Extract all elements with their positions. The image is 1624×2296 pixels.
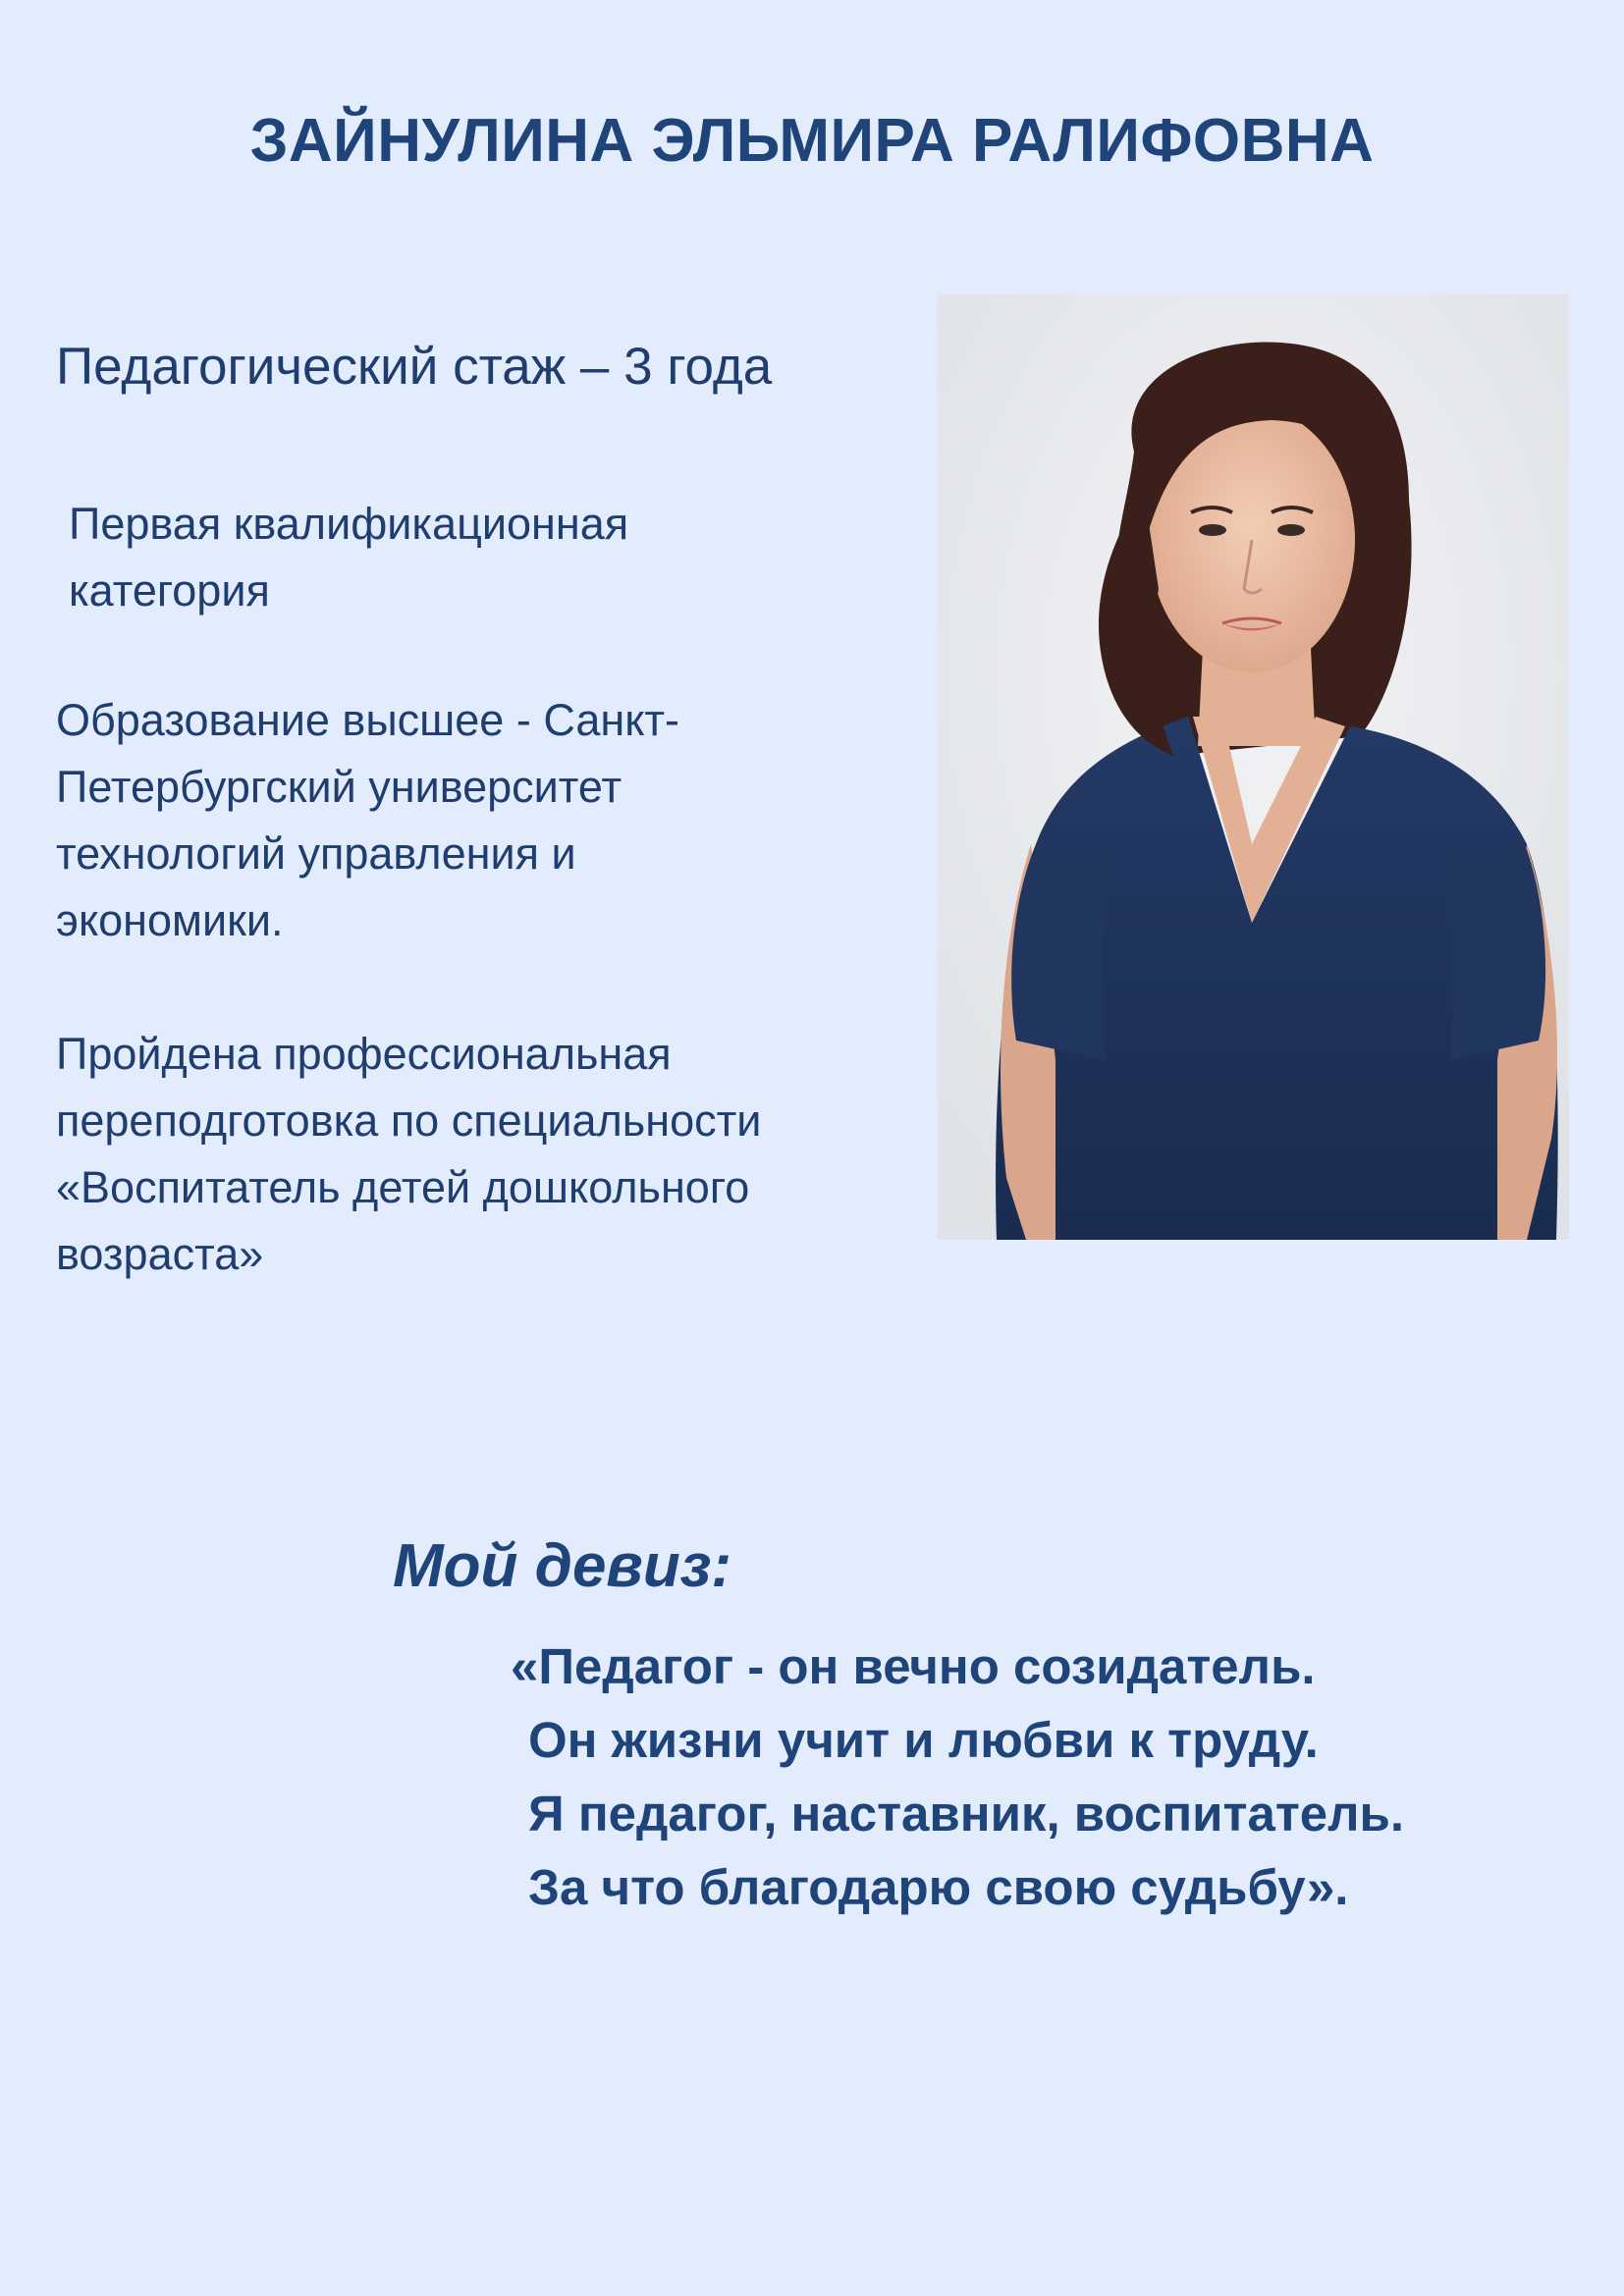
retraining-line: «Воспитатель детей дошкольного <box>56 1162 750 1212</box>
category-line: категория <box>69 565 270 615</box>
portrait-photo <box>938 294 1569 1240</box>
retraining-text <box>56 1021 900 1288</box>
education-line: Образование высшее - Санкт- <box>56 695 679 745</box>
page-title: ЗАЙНУЛИНА ЭЛЬМИРА РАЛИФОВНА <box>249 107 1375 175</box>
education-text <box>56 687 900 954</box>
retraining-line: переподготовка по специальности <box>56 1095 762 1146</box>
motto-heading: Мой девиз: <box>393 1532 732 1600</box>
category-text <box>69 491 913 624</box>
experience-line: Педагогический стаж – 3 года <box>56 338 773 396</box>
education-line: экономики. <box>56 895 284 945</box>
motto-line: Я педагог, наставник, воспитатель. <box>528 1786 1405 1842</box>
category-line: Первая квалификационная <box>69 499 629 549</box>
motto-line: За что благодарю свою судьбу». <box>528 1859 1349 1915</box>
motto-line: Он жизни учит и любви к труду. <box>528 1712 1319 1768</box>
retraining-line: возраста» <box>56 1229 264 1279</box>
retraining-line: Пройдена профессиональная <box>56 1029 672 1079</box>
education-line: Петербургский университет <box>56 762 623 812</box>
motto-quote <box>511 1629 1404 1924</box>
motto-line: «Педагог - он вечно созидатель. <box>511 1638 1316 1694</box>
experience-text <box>56 334 900 400</box>
education-line: технологий управления и <box>56 828 576 879</box>
